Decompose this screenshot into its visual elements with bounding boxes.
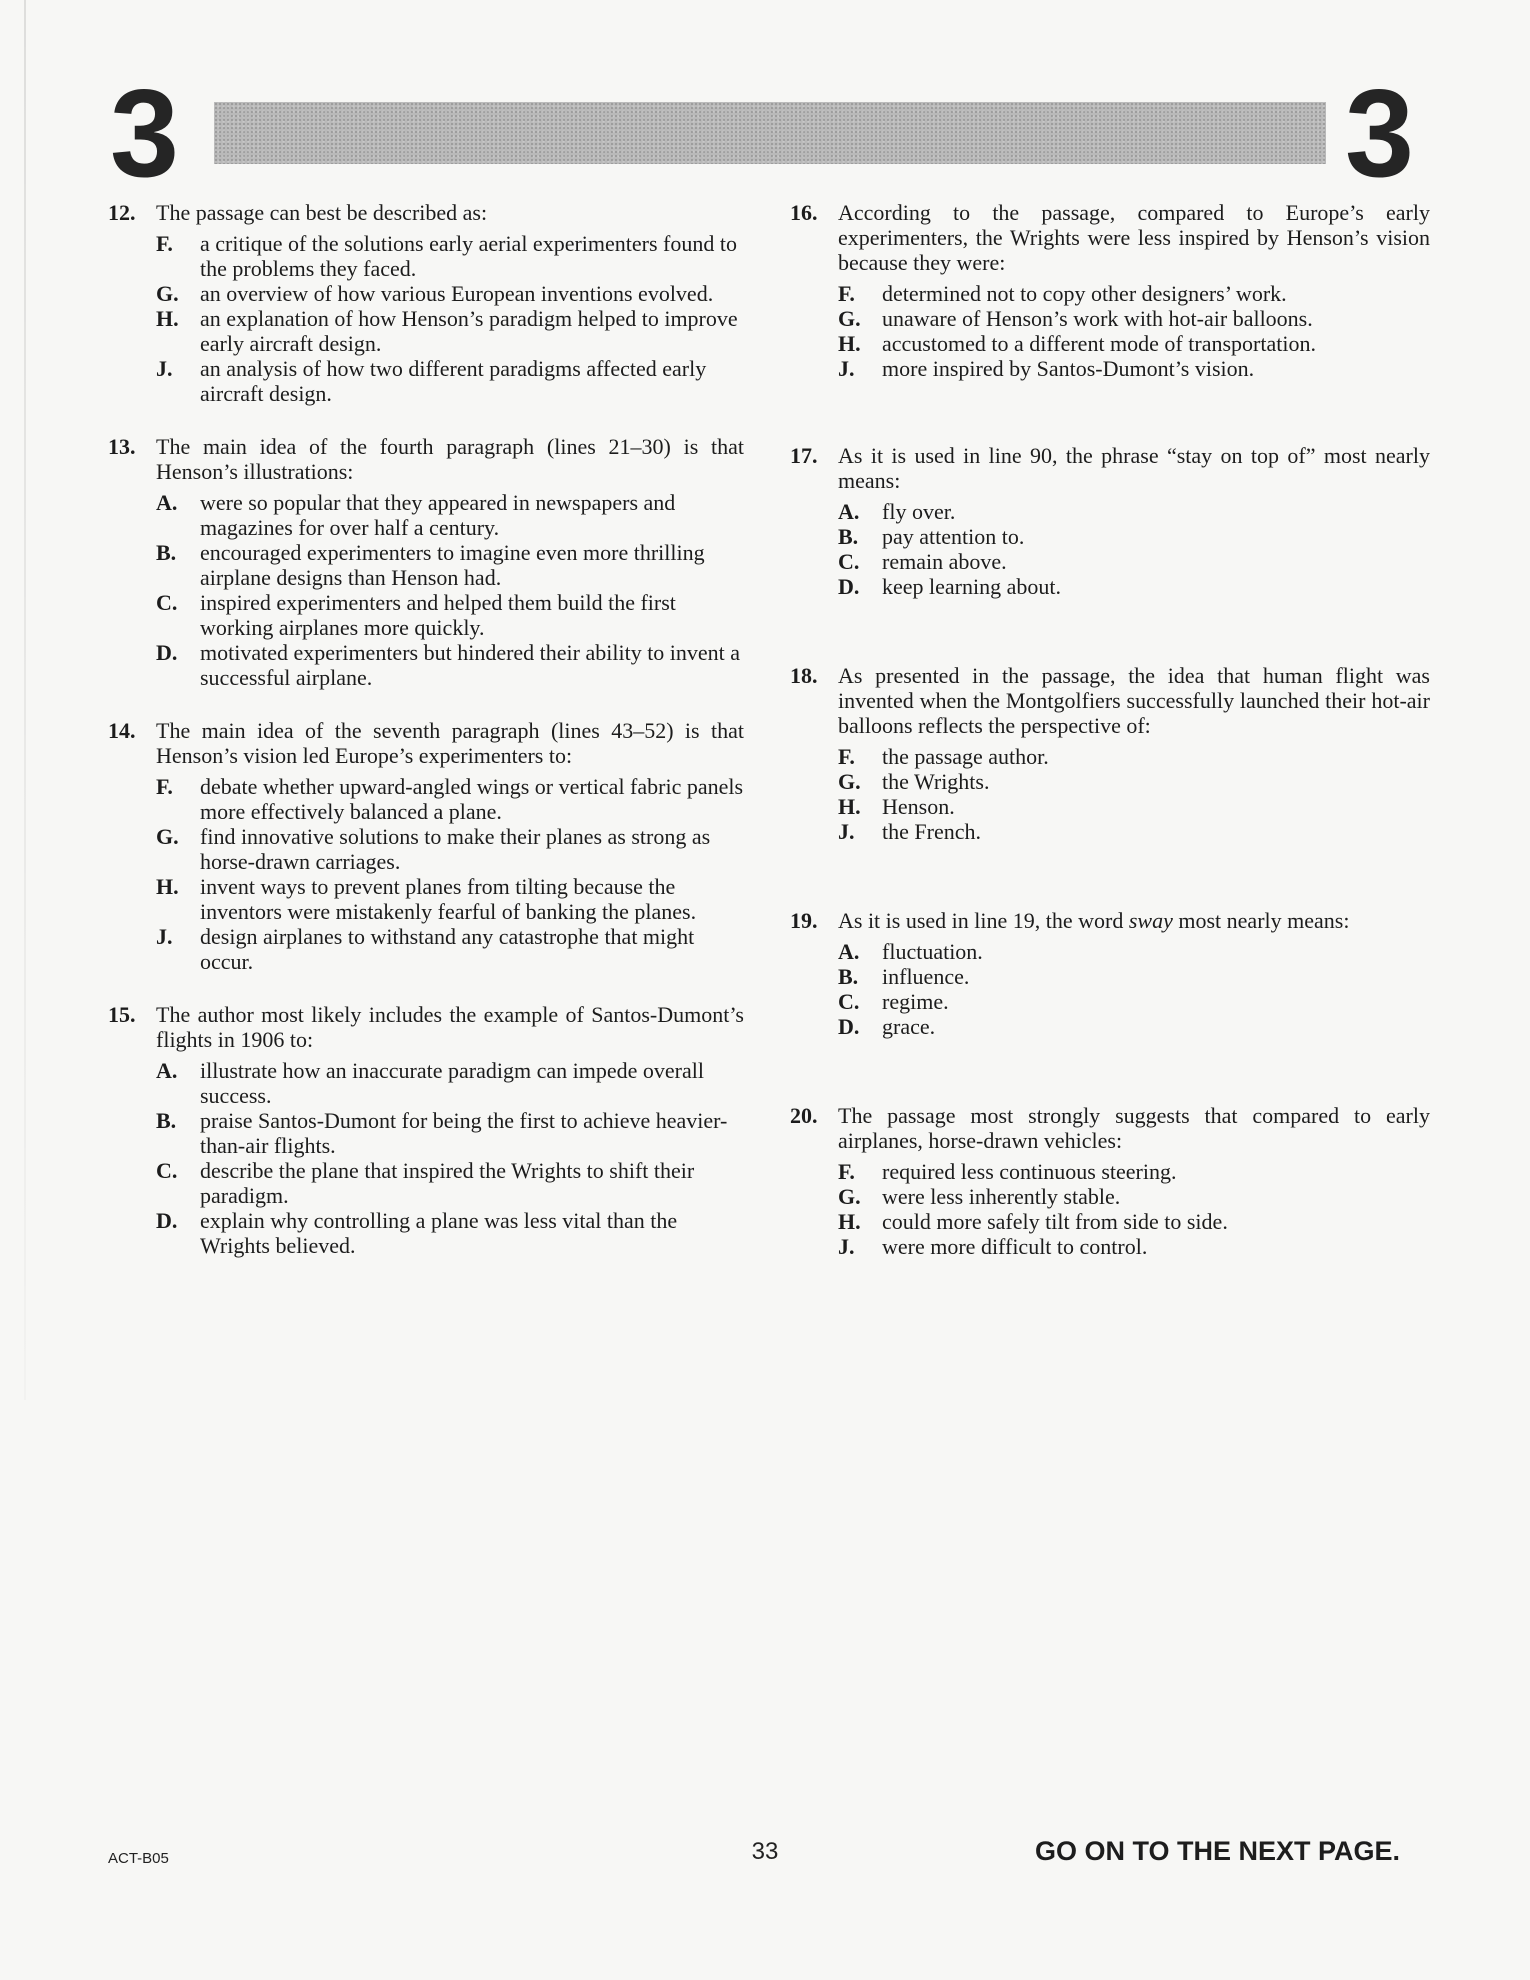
stem-text-before: As it is used in line 19, the word <box>838 908 1129 933</box>
option-text: were so popular that they appeared in newspapers and magazines for over half a century. <box>200 490 676 540</box>
option-letter: H. <box>838 794 861 819</box>
answer-option-d[interactable] <box>838 1014 1430 1039</box>
page-number: 33 <box>751 1838 779 1865</box>
question-20 <box>790 1103 1430 1259</box>
option-letter: B. <box>838 964 859 989</box>
option-text: praise Santos-Dumont for being the first to achieve heavier-than-air flights. <box>200 1108 728 1158</box>
option-text: fluctuation. <box>882 939 983 964</box>
question-number: 13. <box>108 434 136 459</box>
answer-option-j[interactable] <box>838 356 1430 381</box>
option-letter: G. <box>838 306 861 331</box>
answer-option-d[interactable] <box>838 574 1430 599</box>
question-stem: As presented in the passage, the idea that human flight was invented when the Montgolfiers successfully launched their hot-air balloons reflects the perspective of: <box>838 663 1430 738</box>
answer-options <box>108 1058 744 1258</box>
answer-option-h[interactable] <box>156 306 744 356</box>
option-letter: A. <box>838 939 860 964</box>
option-letter: G. <box>838 769 861 794</box>
answer-option-b[interactable] <box>838 524 1430 549</box>
answer-option-f[interactable] <box>838 1159 1430 1184</box>
answer-option-d[interactable] <box>156 1208 744 1258</box>
answer-options <box>790 499 1430 599</box>
answer-option-c[interactable] <box>156 590 744 640</box>
option-text: an analysis of how two different paradigms affected early aircraft design. <box>200 356 707 406</box>
option-text: motivated experimenters but hindered their ability to invent a successful airplane. <box>200 640 741 690</box>
question-number: 20. <box>790 1103 818 1128</box>
question-15 <box>108 1002 744 1258</box>
question-19 <box>790 908 1430 1039</box>
option-letter: B. <box>156 540 177 565</box>
question-17 <box>790 443 1430 599</box>
answer-option-c[interactable] <box>156 1158 744 1208</box>
option-letter: C. <box>156 590 178 615</box>
option-letter: J. <box>156 924 173 949</box>
option-letter: D. <box>838 574 860 599</box>
question-number: 16. <box>790 200 818 225</box>
question-number: 19. <box>790 908 818 933</box>
option-letter: F. <box>838 281 855 306</box>
answer-option-f[interactable] <box>838 281 1430 306</box>
question-stem: As it is used in line 90, the phrase “stay on top of” most nearly means: <box>838 443 1430 493</box>
option-letter: F. <box>838 744 855 769</box>
stem-emphasis-word: sway <box>1128 908 1173 933</box>
question-stem: The main idea of the seventh paragraph (lines 43–52) is that Henson’s vision led Europe’s experimenters to: <box>156 718 744 768</box>
option-text: inspired experimenters and helped them build the first working airplanes more quickly. <box>200 590 676 640</box>
question-14 <box>108 718 744 974</box>
question-stem: The passage most strongly suggests that compared to early airplanes, horse-drawn vehicles: <box>838 1103 1430 1153</box>
option-text: design airplanes to withstand any catastrophe that might occur. <box>200 924 695 974</box>
option-letter: D. <box>156 1208 178 1233</box>
option-text: remain above. <box>882 549 1007 574</box>
option-letter: D. <box>156 640 178 665</box>
question-number: 15. <box>108 1002 136 1027</box>
answer-option-j[interactable] <box>838 819 1430 844</box>
option-text: more inspired by Santos-Dumont’s vision. <box>882 356 1255 381</box>
question-16 <box>790 200 1430 381</box>
form-code: ACT-B05 <box>108 1850 169 1867</box>
question-18 <box>790 663 1430 844</box>
option-text: explain why controlling a plane was less vital than the Wrights believed. <box>200 1208 678 1258</box>
option-letter: B. <box>156 1108 177 1133</box>
option-letter: H. <box>156 306 179 331</box>
answer-option-f[interactable] <box>838 744 1430 769</box>
answer-option-f[interactable] <box>156 231 744 281</box>
option-letter: J. <box>838 819 855 844</box>
answer-option-b[interactable] <box>838 964 1430 989</box>
option-text: find innovative solutions to make their planes as strong as horse-drawn carriages. <box>200 824 711 874</box>
answer-options <box>790 939 1430 1039</box>
answer-option-c[interactable] <box>838 549 1430 574</box>
question-12 <box>108 200 744 406</box>
option-letter: J. <box>156 356 173 381</box>
option-letter: C. <box>156 1158 178 1183</box>
question-stem: The author most likely includes the example of Santos-Dumont’s flights in 1906 to: <box>156 1002 744 1052</box>
option-letter: C. <box>838 549 860 574</box>
option-letter: J. <box>838 356 855 381</box>
question-stem <box>838 908 1430 933</box>
question-number: 12. <box>108 200 136 225</box>
answer-option-g[interactable] <box>156 824 744 874</box>
stem-text-after: most nearly means: <box>1172 908 1350 933</box>
option-text: encouraged experimenters to imagine even more thrilling airplane designs than Henson had. <box>200 540 705 590</box>
question-number: 17. <box>790 443 818 468</box>
answer-option-a[interactable] <box>156 1058 744 1108</box>
option-letter: J. <box>838 1234 855 1259</box>
option-text: determined not to copy other designers’ work. <box>882 281 1287 306</box>
answer-option-b[interactable] <box>156 540 744 590</box>
answer-option-f[interactable] <box>156 774 744 824</box>
option-letter: A. <box>156 490 178 515</box>
answer-option-a[interactable] <box>156 490 744 540</box>
option-letter: G. <box>838 1184 861 1209</box>
option-letter: G. <box>156 281 179 306</box>
answer-options <box>108 490 744 690</box>
option-text: an overview of how various European inventions evolved. <box>200 281 714 306</box>
answer-option-d[interactable] <box>156 640 744 690</box>
option-text: accustomed to a different mode of transportation. <box>882 331 1316 356</box>
answer-options <box>108 774 744 974</box>
option-text: describe the plane that inspired the Wrights to shift their paradigm. <box>200 1158 695 1208</box>
option-text: required less continuous steering. <box>882 1159 1177 1184</box>
option-letter: F. <box>156 231 173 256</box>
option-letter: D. <box>838 1014 860 1039</box>
option-letter: A. <box>156 1058 178 1083</box>
option-text: grace. <box>882 1014 936 1039</box>
answer-options <box>790 744 1430 844</box>
answer-option-g[interactable] <box>156 281 744 306</box>
option-text: an explanation of how Henson’s paradigm helped to improve early aircraft design. <box>200 306 738 356</box>
answer-option-h[interactable] <box>838 331 1430 356</box>
option-letter: H. <box>838 1209 861 1234</box>
option-text: regime. <box>882 989 949 1014</box>
question-stem: The passage can best be described as: <box>156 200 488 225</box>
option-text: could more safely tilt from side to side. <box>882 1209 1228 1234</box>
option-text: were more difficult to control. <box>882 1234 1148 1259</box>
question-stem: According to the passage, compared to Europe’s early experimenters, the Wrights were less inspired by Henson’s vision because they were: <box>838 200 1430 275</box>
option-letter: G. <box>156 824 179 849</box>
answer-option-a[interactable] <box>838 939 1430 964</box>
option-text: invent ways to prevent planes from tilting because the inventors were mistakenly fearful of banking the planes. <box>200 874 697 924</box>
right-column <box>790 200 1430 1283</box>
option-letter: H. <box>156 874 179 899</box>
scan-edge-shadow <box>24 0 26 1400</box>
option-text: the Wrights. <box>882 769 990 794</box>
option-letter: H. <box>838 331 861 356</box>
option-text: influence. <box>882 964 970 989</box>
answer-option-j[interactable] <box>838 1234 1430 1259</box>
option-text: pay attention to. <box>882 524 1025 549</box>
option-text: the passage author. <box>882 744 1049 769</box>
option-letter: F. <box>838 1159 855 1184</box>
option-text: fly over. <box>882 499 956 524</box>
option-text: were less inherently stable. <box>882 1184 1121 1209</box>
answer-option-j[interactable] <box>156 356 744 406</box>
answer-option-j[interactable] <box>156 924 744 974</box>
question-13 <box>108 434 744 690</box>
answer-options <box>108 231 744 406</box>
option-text: keep learning about. <box>882 574 1061 599</box>
section-number-left: 3 <box>110 65 179 203</box>
option-text: debate whether upward-angled wings or vertical fabric panels more effectively balanced a plane. <box>200 774 744 824</box>
question-number: 14. <box>108 718 136 743</box>
answer-option-h[interactable] <box>838 1209 1430 1234</box>
answer-option-h[interactable] <box>838 794 1430 819</box>
option-text: a critique of the solutions early aerial experimenters found to the problems they faced. <box>200 231 737 281</box>
answer-option-b[interactable] <box>156 1108 744 1158</box>
question-stem: The main idea of the fourth paragraph (lines 21–30) is that Henson’s illustrations: <box>156 434 744 484</box>
answer-options <box>790 281 1430 381</box>
answer-option-g[interactable] <box>838 1184 1430 1209</box>
answer-option-c[interactable] <box>838 989 1430 1014</box>
left-column <box>108 200 744 1282</box>
answer-option-g[interactable] <box>838 769 1430 794</box>
option-text: the French. <box>882 819 981 844</box>
section-banner <box>214 102 1326 164</box>
answer-option-h[interactable] <box>156 874 744 924</box>
go-on-to-next-page: GO ON TO THE NEXT PAGE. <box>1034 1836 1400 1866</box>
option-letter: A. <box>838 499 860 524</box>
option-letter: C. <box>838 989 860 1014</box>
answer-option-a[interactable] <box>838 499 1430 524</box>
option-letter: F. <box>156 774 173 799</box>
answer-options <box>790 1159 1430 1259</box>
question-number: 18. <box>790 663 818 688</box>
answer-option-g[interactable] <box>838 306 1430 331</box>
option-text: unaware of Henson’s work with hot-air balloons. <box>882 306 1313 331</box>
option-text: Henson. <box>882 794 955 819</box>
option-text: illustrate how an inaccurate paradigm can impede overall success. <box>200 1058 704 1108</box>
option-letter: B. <box>838 524 859 549</box>
section-number-right: 3 <box>1345 65 1414 203</box>
